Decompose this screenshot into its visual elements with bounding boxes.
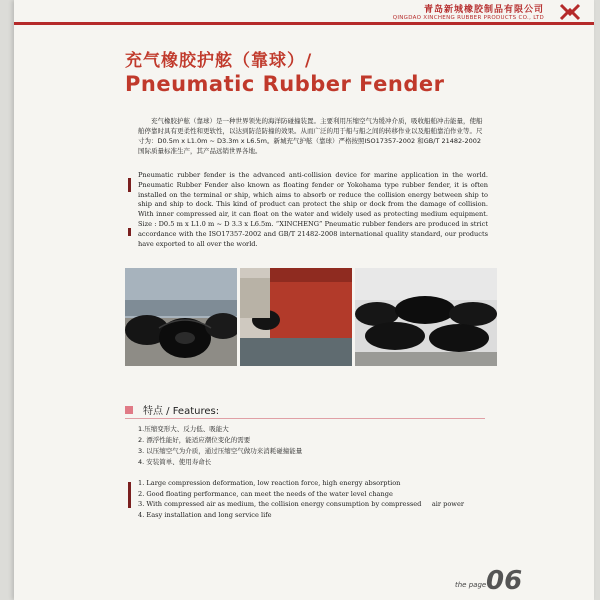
page-title-en: Pneumatic Rubber Fender	[125, 72, 445, 96]
list-item: 3. 以压缩空气为介质，通过压缩空气做功来消耗碰撞能量	[138, 447, 303, 455]
xincheng-logo-icon	[558, 2, 582, 22]
list-item: 1.压缩变形大、反力低、吸能大	[138, 425, 229, 433]
header-rule	[14, 22, 594, 25]
margin-mark	[128, 482, 131, 508]
list-item: 4. Easy installation and long service life	[138, 510, 272, 519]
list-item: 2. Good floating performance, can meet the needs of the water level change	[138, 489, 393, 498]
fenders-on-dock-photo	[125, 268, 237, 366]
page-title-cn: 充气橡胶护舷（靠球）/	[125, 51, 313, 71]
margin-mark	[128, 178, 131, 192]
product-photo-strip	[125, 268, 497, 366]
list-item: 1. Large compression deformation, low reaction force, high energy absorption	[138, 479, 401, 487]
features-list-cn	[138, 424, 302, 468]
intro-paragraph-en: Pneumatic rubber fender is the advanced anti-collision device for marine application in the world. Pneumatic Rubber Fender also known as floating fender or Yokohama type rubber fender, it is often installed on the terminal or ship, which aims to absorb or reduce the collision energy between ship to ship and ship to dock. This kind of product can protect the ship or dock from the damage of collision. With inner compressed air, it can float on the water and widely used as protecting medium equipment. Size : D0.5 m x L1.0 m ~ D 3.3 x L6.5m. “XINCHENG” Pneumatic rubber fenders are produced in strict accordance with the ISO17357-2002 and GB/T 21482-2008 international quality standard, our products have exported to all over the world.	[138, 171, 488, 248]
margin-mark	[128, 228, 131, 236]
list-item: 2. 漂浮性能好，能适应潮位变化的需要	[138, 436, 251, 444]
intro-paragraph-cn: 充气橡胶护舷（靠球）是一种世界领先的海洋防碰撞装置。主要利用压缩空气为缓冲介质，吸收船舶冲击能量，使船舶停靠时具有更柔性和更软性，以达到防范防撞的效果。从而广泛的用于船与船之间的转移作业以及船舶靠泊作业等。尺寸为：D0.5m x L1.0m ~ D3.3m x L6.5m。新城充气护舷（靠球）严格按照ISO17357-2002 和GB/T 21482-2002国际质量标准生产，其产品远销世界各地。	[138, 117, 483, 155]
features-heading-text: 特点 / Features:	[143, 406, 220, 417]
features-heading	[125, 402, 219, 417]
company-name-en: QINGDAO XINCHENG RUBBER PRODUCTS CO., LTD	[392, 15, 544, 21]
company-name-cn: 青岛新城橡胶制品有限公司	[423, 5, 544, 15]
company-header	[393, 2, 544, 21]
page-number: 06	[486, 566, 523, 596]
list-item: 4. 安装简单、使用寿命长	[138, 458, 212, 466]
list-item: 3. With compressed air as medium, the collision energy consumption by compressed air power	[138, 500, 464, 508]
page-label: the page	[455, 581, 487, 589]
brochure-page	[14, 0, 594, 600]
features-list-en	[138, 478, 464, 520]
stacked-fenders-photo	[355, 268, 497, 366]
ship-hull-fender-photo	[240, 268, 352, 366]
pink-square-bullet-icon	[125, 406, 133, 414]
features-divider	[125, 418, 485, 419]
